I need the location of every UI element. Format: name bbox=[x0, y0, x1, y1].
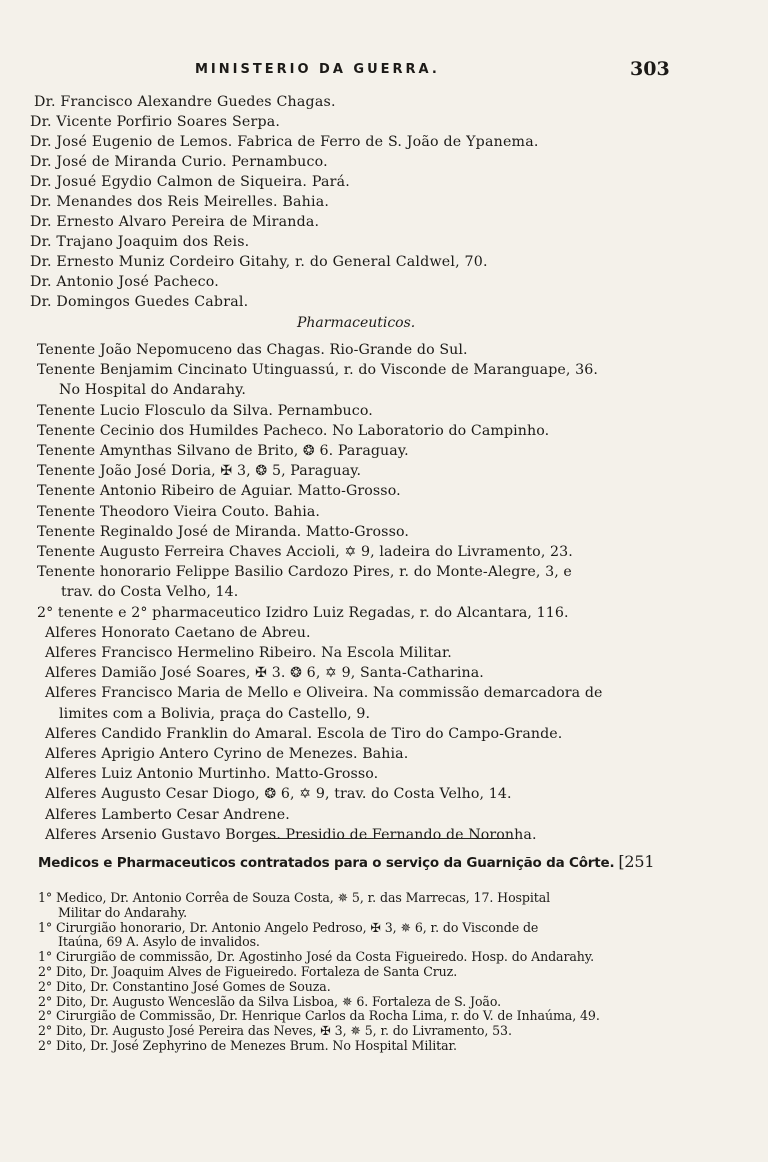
list-item: 2° Cirurgião de Commissão, Dr. Henrique Carlos da Rocha Lima, r. do V. de Inhaúma, 49. bbox=[38, 1008, 600, 1024]
list-item-continuation: No Hospital do Andarahy. bbox=[59, 382, 246, 399]
list-item: Dr. Vicente Porfirio Soares Serpa. bbox=[30, 114, 281, 130]
list-item: Tenente Augusto Ferreira Chaves Accioli, ✡ 9, ladeira do Livramento, 23. bbox=[37, 544, 573, 561]
page-number: 303 bbox=[630, 58, 670, 80]
list-item: 2° Dito, Dr. Joaquim Alves de Figueiredo. Fortaleza de Santa Cruz. bbox=[38, 963, 458, 979]
list-item: Tenente Lucio Flosculo da Silva. Pernambuco. bbox=[37, 402, 373, 419]
list-item: 2° Dito, Dr. Augusto José Pereira das Neves, ✠ 3, ✵ 5, r. do Livramento, 53. bbox=[38, 1023, 512, 1039]
list-item: Dr. Menandes dos Reis Meirelles. Bahia. bbox=[30, 194, 330, 210]
list-item: 2° tenente e 2° pharmaceutico Izidro Luiz Regadas, r. do Alcantara, 116. bbox=[37, 604, 569, 621]
list-item: 2° Dito, Dr. Constantino José Gomes de Souza. bbox=[38, 978, 331, 994]
list-item: Dr. José de Miranda Curio. Pernambuco. bbox=[30, 154, 328, 170]
section-heading-pharmaceuticos: Pharmaceuticos. bbox=[297, 315, 416, 331]
list-item: Alferes Francisco Hermelino Ribeiro. Na Escola Militar. bbox=[45, 645, 452, 662]
list-item: Alferes Lamberto Cesar Andrene. bbox=[45, 806, 290, 823]
list-item: Tenente Benjamim Cincinato Utinguassú, r. do Visconde de Maranguape, 36. bbox=[37, 362, 598, 379]
pharmaceuticos-list bbox=[37, 340, 737, 845]
list-item-continuation: trav. do Costa Velho, 14. bbox=[61, 584, 239, 601]
list-item: 1° Cirurgião honorario, Dr. Antonio Angelo Pedroso, ✠ 3, ✵ 6, r. do Visconde de bbox=[38, 919, 539, 935]
section-title-text: Medicos e Pharmaceuticos contratados para o serviço da Guarnição da Côrte. bbox=[38, 855, 615, 871]
list-item: Dr. Trajano Joaquim dos Reis. bbox=[30, 234, 250, 250]
list-item: Tenente Cecinio dos Humildes Pacheco. No Laboratorio do Campinho. bbox=[37, 422, 550, 439]
list-item: Dr. Ernesto Alvaro Pereira de Miranda. bbox=[30, 214, 320, 230]
list-item: Tenente Amynthas Silvano de Brito, ❂ 6. Paraguay. bbox=[37, 443, 409, 460]
list-item-continuation bbox=[38, 906, 738, 921]
list-item: Alferes Augusto Cesar Diogo, ❂ 6, ✡ 9, trav. do Costa Velho, 14. bbox=[45, 786, 512, 803]
list-item: Tenente honorario Felippe Basilio Cardozo Pires, r. do Monte-Alegre, 3, e bbox=[37, 564, 572, 581]
list-item: Alferes Arsenio Gustavo Borges. Presidio de Fernando de Noronha. bbox=[45, 826, 537, 843]
list-item: Alferes Damião José Soares, ✠ 3. ❂ 6, ✡ 9, Santa-Catharina. bbox=[45, 665, 484, 682]
continuation-text: Itaúna, 69 A. Asylo de invalidos. bbox=[58, 934, 260, 950]
section-title bbox=[38, 852, 738, 873]
list-item: Alferes Candido Franklin do Amaral. Escola de Tiro do Campo-Grande. bbox=[45, 725, 563, 742]
list-item: 1° Medico, Dr. Antonio Corrêa de Souza Costa, ✵ 5, r. das Marrecas, 17. Hospital bbox=[38, 890, 551, 905]
list-item: Dr. Antonio José Pacheco. bbox=[30, 274, 219, 290]
list-item-continuation: limites com a Bolivia, praça do Castello, 9. bbox=[59, 705, 371, 722]
list-item: Dr. Ernesto Muniz Cordeiro Gitahy, r. do General Caldwel, 70. bbox=[30, 254, 488, 270]
list-item: Alferes Luiz Antonio Murtinho. Matto-Grosso. bbox=[45, 766, 379, 783]
list-item-continuation bbox=[38, 935, 738, 950]
list-item: 2° Dito, Dr. Augusto Wenceslão da Silva Lisboa, ✵ 6. Fortaleza de S. João. bbox=[38, 993, 502, 1009]
list-item: Tenente Theodoro Vieira Couto. Bahia. bbox=[37, 503, 321, 520]
list-item: Dr. Domingos Guedes Cabral. bbox=[30, 294, 249, 310]
section-reference: [251 bbox=[618, 852, 655, 871]
contratados-section bbox=[38, 852, 738, 1054]
section-divider bbox=[256, 838, 514, 839]
list-item: Dr. José Eugenio de Lemos. Fabrica de Ferro de S. João de Ypanema. bbox=[30, 134, 539, 150]
list-item: Alferes Honorato Caetano de Abreu. bbox=[45, 624, 311, 641]
list-item: 2° Dito, Dr. José Zephyrino de Menezes Brum. No Hospital Militar. bbox=[38, 1037, 457, 1053]
running-title: MINISTERIO DA GUERRA. bbox=[195, 62, 440, 77]
continuation-text: Militar do Andarahy. bbox=[58, 904, 188, 920]
list-item: Dr. Francisco Alexandre Guedes Chagas. bbox=[34, 94, 336, 110]
doctors-list bbox=[30, 92, 730, 334]
list-item: Alferes Francisco Maria de Mello e Oliveira. Na commissão demarcadora de bbox=[45, 685, 603, 702]
list-item: 1° Cirurgião de commissão, Dr. Agostinho José da Costa Figueiredo. Hosp. do Andarahy. bbox=[38, 949, 595, 965]
page-header bbox=[0, 58, 768, 88]
list-item: Dr. Josué Egydio Calmon de Siqueira. Pará. bbox=[30, 174, 350, 190]
list-item: Alferes Aprigio Antero Cyrino de Menezes. Bahia. bbox=[45, 746, 409, 763]
list-item: Tenente João Nepomuceno das Chagas. Rio-Grande do Sul. bbox=[37, 342, 468, 358]
list-item: Tenente João José Doria, ✠ 3, ❂ 5, Paraguay. bbox=[37, 463, 362, 480]
list-item: Tenente Reginaldo José de Miranda. Matto-Grosso. bbox=[37, 523, 409, 540]
list-item: Tenente Antonio Ribeiro de Aguiar. Matto-Grosso. bbox=[37, 483, 401, 500]
